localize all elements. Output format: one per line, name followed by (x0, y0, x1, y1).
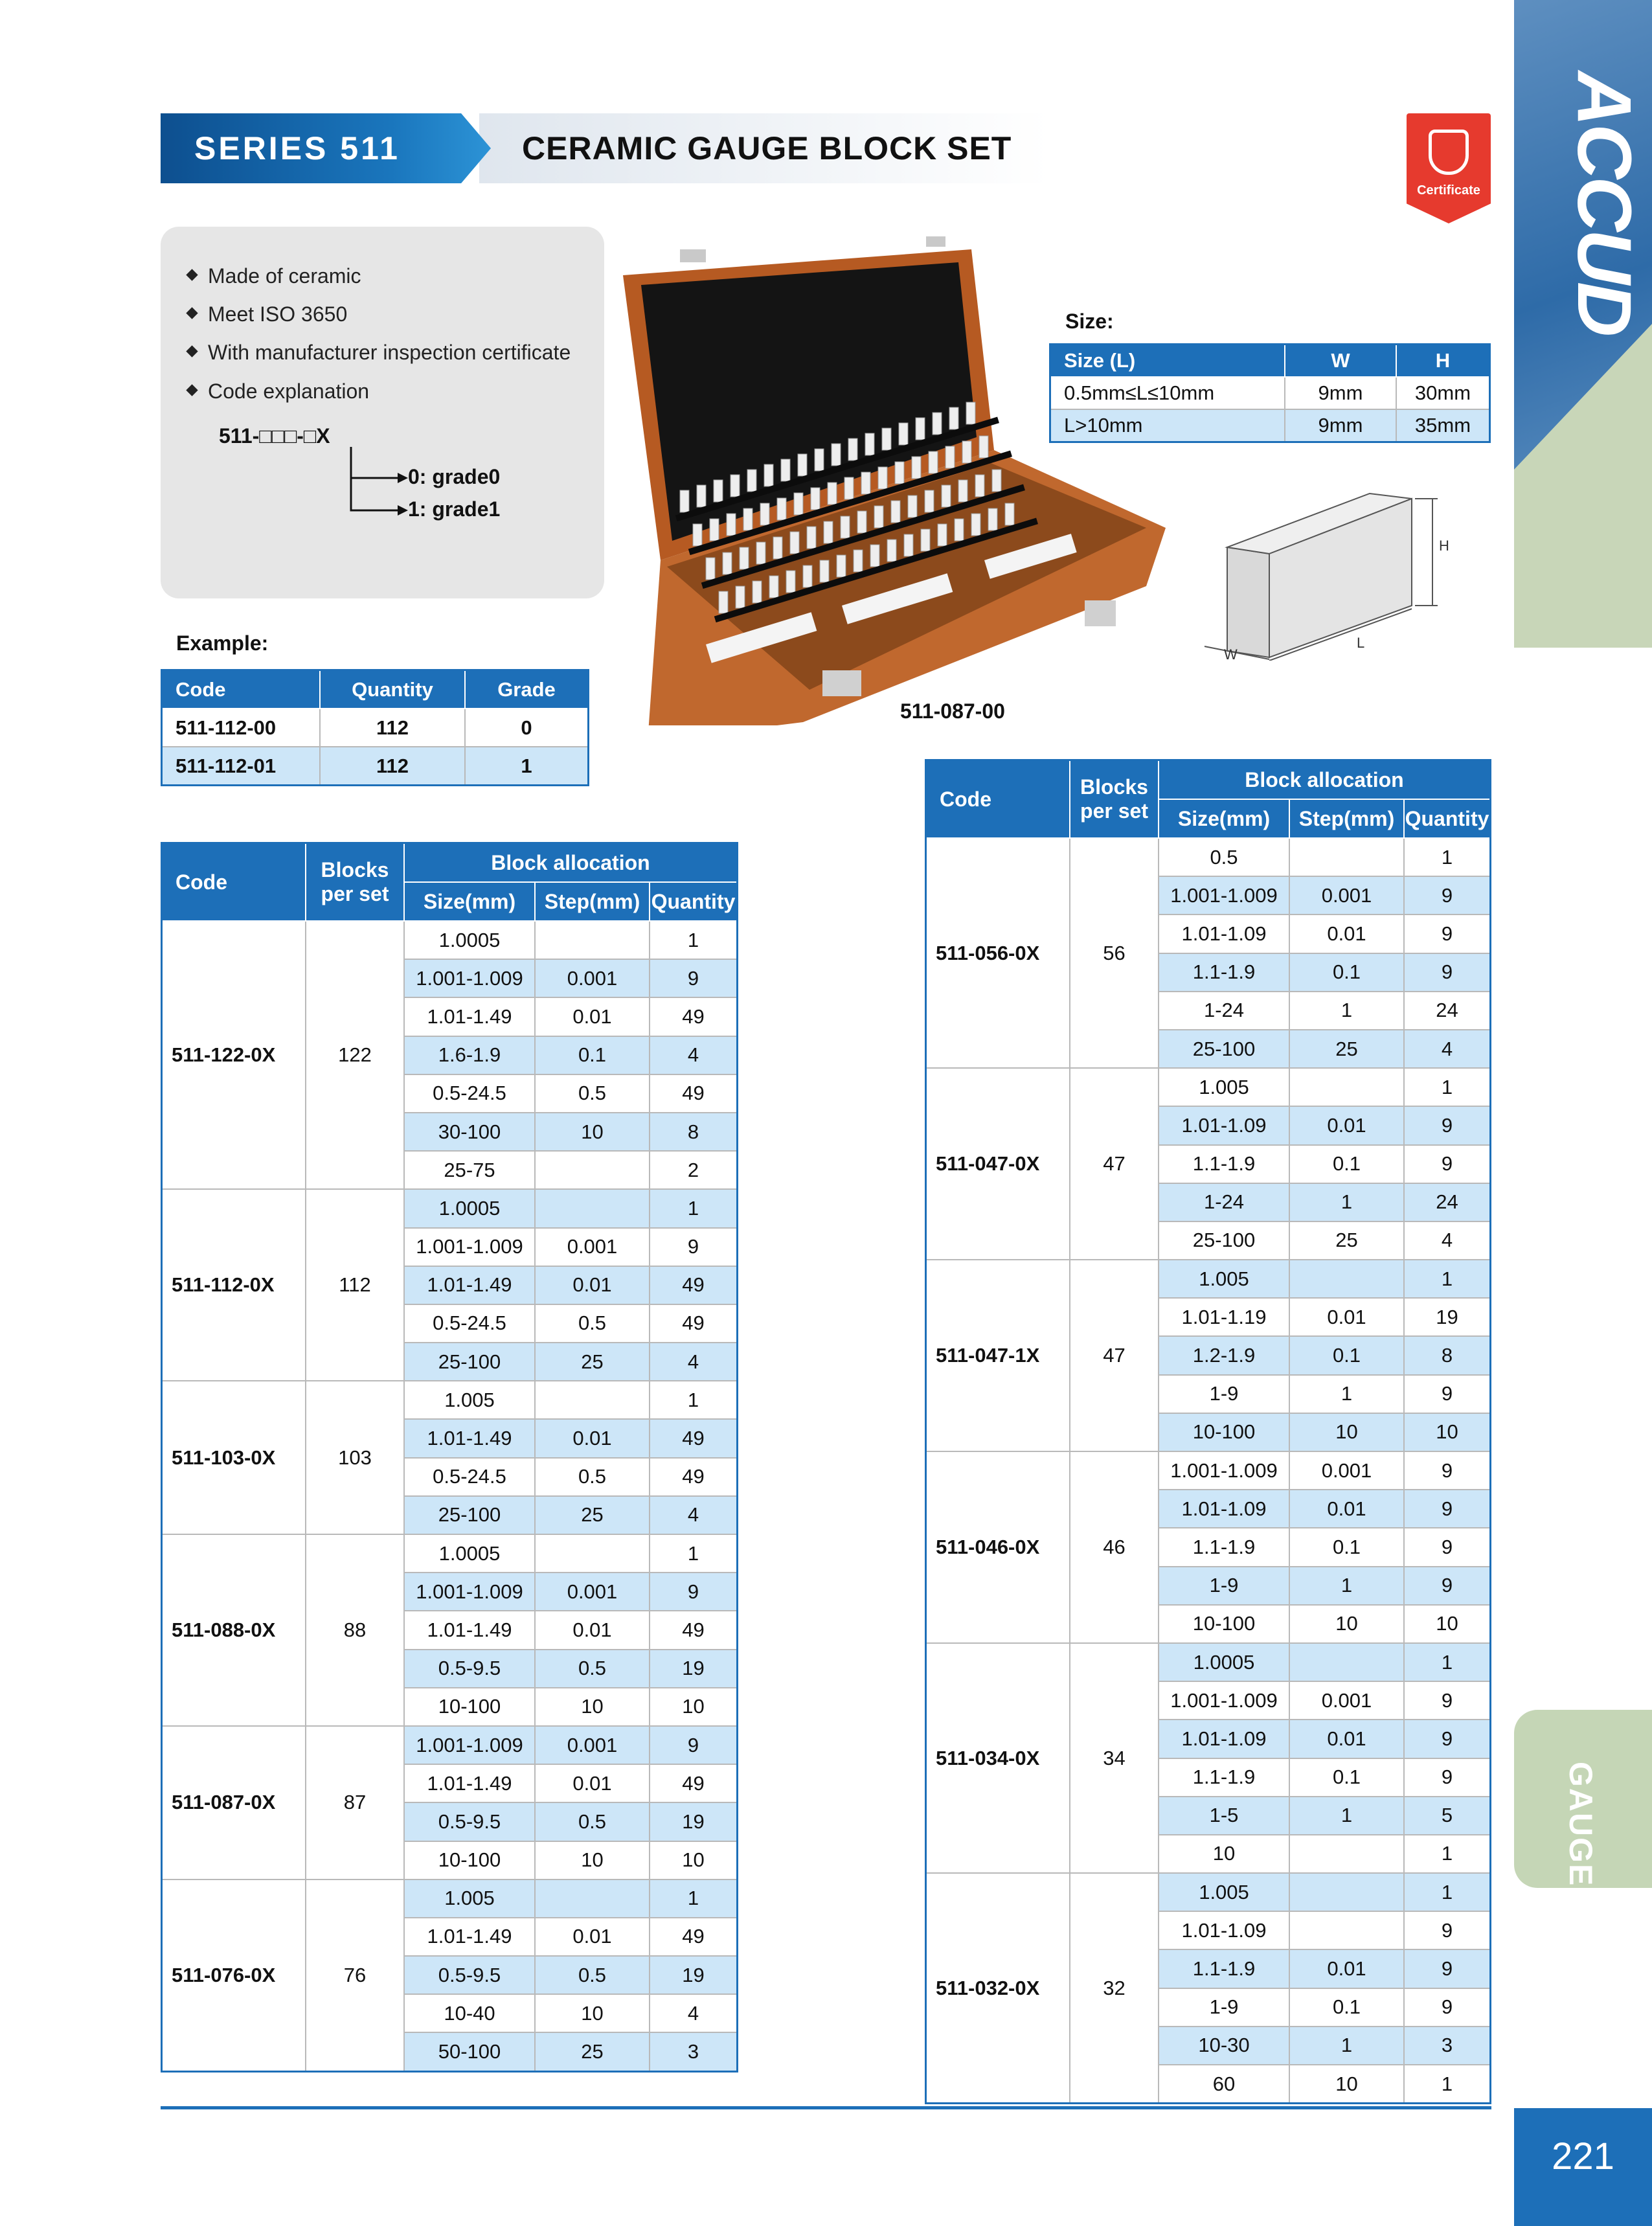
grade0-label: 0: grade0 (408, 465, 501, 488)
size-cell: 9mm (1285, 377, 1396, 409)
allocation-cell: 9 (1404, 953, 1491, 992)
allocation-cell: 3 (1404, 2027, 1491, 2065)
code-arrows-icon (343, 447, 414, 518)
page-number: 221 (1552, 2135, 1614, 2177)
allocation-cell: 0.5 (535, 1304, 650, 1343)
example-cell: 511-112-01 (162, 747, 321, 786)
allocation-cell: 1.1-1.9 (1159, 1528, 1289, 1566)
allocation-cell: 0.5 (535, 1956, 650, 1994)
allocation-cell (1289, 1835, 1404, 1873)
size-label: Size: (1065, 310, 1114, 333)
allocation-cell: 1.001-1.009 (404, 1573, 535, 1611)
allocation-cell: 0.5-9.5 (404, 1650, 535, 1688)
allocation-cell: 1-9 (1159, 1567, 1289, 1605)
allocation-cell: 10 (535, 1113, 650, 1151)
photo-caption: 511-087-00 (900, 699, 1005, 723)
footer-rule (161, 2106, 1491, 2109)
product-photo (622, 223, 1169, 725)
allocation-cell: 0.01 (1289, 1720, 1404, 1758)
allocation-cell: 10-40 (404, 1994, 535, 2032)
table-row (162, 921, 738, 959)
allocation-cell: 49 (650, 1611, 738, 1649)
allocation-cell: 10 (650, 1688, 738, 1726)
certificate-shield-icon (1429, 130, 1469, 175)
example-header-code: Code (162, 670, 321, 709)
allocation-cell: 49 (650, 997, 738, 1036)
allocation-cell: 25-100 (404, 1496, 535, 1534)
allocation-cell: 1 (1404, 1873, 1491, 1911)
allocation-cell: 49 (650, 1419, 738, 1457)
allocation-cell: 5 (1404, 1797, 1491, 1835)
example-cell: 112 (320, 747, 465, 786)
allocation-cell: 4 (650, 1994, 738, 2032)
allocation-cell: 0.1 (1289, 1528, 1404, 1566)
allocation-cell: 9 (1404, 1758, 1491, 1797)
allocation-cell: 9 (1404, 1720, 1491, 1758)
code-pattern: 511-□□□-□X (219, 424, 330, 448)
allocation-cell: 0.1 (1289, 1988, 1404, 2027)
example-cell: 1 (465, 747, 589, 786)
set-blocks: 76 (306, 1880, 404, 2071)
allocation-cell: 9 (1404, 1567, 1491, 1605)
set-blocks: 112 (306, 1189, 404, 1381)
allocation-cell: 1.0005 (1159, 1643, 1289, 1681)
table-row (926, 1643, 1491, 1681)
allocation-cell: 1 (1289, 1183, 1404, 1221)
allocation-cell: 10 (1289, 2065, 1404, 2104)
set-code: 511-087-0X (162, 1726, 306, 1880)
diagram-w-label: W (1224, 646, 1238, 661)
allocation-cell: 9 (650, 1726, 738, 1764)
set-code: 511-056-0X (926, 838, 1070, 1068)
allocation-cell: 10-100 (1159, 1605, 1289, 1643)
allocation-cell: 10-100 (1159, 1413, 1289, 1451)
allocation-cell: 1.005 (1159, 1873, 1289, 1911)
allocation-cell: 0.01 (1289, 1106, 1404, 1144)
set-blocks: 103 (306, 1381, 404, 1534)
table-row (926, 1873, 1491, 1911)
allocation-cell: 10 (1289, 1413, 1404, 1451)
allocation-cell: 1.01-1.49 (404, 1419, 535, 1457)
allocation-cell: 0.1 (1289, 953, 1404, 992)
allocation-cell (1289, 838, 1404, 876)
diagram-l-label: L (1357, 635, 1365, 651)
allocation-cell: 1 (1289, 992, 1404, 1030)
header-quantity: Quantity (1404, 799, 1491, 838)
allocation-cell: 1-5 (1159, 1797, 1289, 1835)
set-code: 511-122-0X (162, 921, 306, 1189)
size-cell: 30mm (1396, 377, 1490, 409)
allocation-cell: 10 (1404, 1413, 1491, 1451)
allocation-cell (535, 1151, 650, 1189)
allocation-cell: 10-100 (404, 1688, 535, 1726)
allocation-cell: 0.5-24.5 (404, 1458, 535, 1496)
table-row (926, 1068, 1491, 1106)
allocation-cell (1289, 1260, 1404, 1298)
allocation-cell: 9 (1404, 1949, 1491, 1988)
allocation-cell: 1.01-1.49 (404, 1918, 535, 1956)
allocation-cell: 1.0005 (404, 1189, 535, 1227)
header-size: Size(mm) (1159, 799, 1289, 838)
example-cell: 0 (465, 709, 589, 747)
allocation-cell: 0.1 (1289, 1758, 1404, 1797)
example-header-quantity: Quantity (320, 670, 465, 709)
allocation-cell: 24 (1404, 1183, 1491, 1221)
allocation-cell: 4 (650, 1496, 738, 1534)
allocation-cell: 0.01 (535, 1419, 650, 1457)
allocation-cell: 1-24 (1159, 992, 1289, 1030)
allocation-cell: 1-9 (1159, 1988, 1289, 2027)
allocation-cell: 1.1-1.9 (1159, 1949, 1289, 1988)
allocation-cell (535, 921, 650, 959)
header-code: Code (926, 760, 1070, 839)
series-label: SERIES 511 (194, 130, 400, 166)
allocation-cell: 1.0005 (404, 1534, 535, 1573)
table-row (162, 1880, 738, 1918)
block-dimension-diagram (1198, 492, 1457, 661)
allocation-cell (1289, 1643, 1404, 1681)
set-blocks: 47 (1070, 1260, 1159, 1451)
allocation-cell (535, 1189, 650, 1227)
allocation-cell: 9 (1404, 1528, 1491, 1566)
allocation-cell: 49 (650, 1764, 738, 1802)
allocation-cell: 0.01 (535, 1764, 650, 1802)
size-cell: L>10mm (1050, 409, 1285, 442)
size-table (1049, 343, 1491, 443)
allocation-cell: 1 (1404, 1835, 1491, 1873)
set-blocks: 122 (306, 921, 404, 1189)
allocation-cell: 1.1-1.9 (1159, 1758, 1289, 1797)
allocation-cell: 49 (650, 1458, 738, 1496)
allocation-cell: 1-24 (1159, 1183, 1289, 1221)
allocation-cell: 1.2-1.9 (1159, 1336, 1289, 1374)
allocation-cell: 0.5-24.5 (404, 1304, 535, 1343)
allocation-cell: 0.001 (535, 959, 650, 997)
allocation-cell: 0.5 (535, 1074, 650, 1113)
set-blocks: 32 (1070, 1873, 1159, 2104)
allocation-cell: 0.01 (535, 997, 650, 1036)
header-blocks: Blocks per set (306, 843, 404, 922)
allocation-cell: 1.01-1.09 (1159, 1490, 1289, 1528)
allocation-cell: 49 (650, 1918, 738, 1956)
allocation-cell: 1.001-1.009 (404, 959, 535, 997)
bullet-icon (186, 307, 198, 319)
allocation-cell: 0.001 (1289, 1451, 1404, 1490)
header-code: Code (162, 843, 306, 922)
allocation-cell: 1 (1404, 1068, 1491, 1106)
set-blocks: 88 (306, 1534, 404, 1726)
allocation-cell: 0.001 (1289, 876, 1404, 914)
set-blocks: 46 (1070, 1451, 1159, 1643)
allocation-cell: 8 (650, 1113, 738, 1151)
set-code: 511-047-0X (926, 1068, 1070, 1260)
allocation-cell: 10 (650, 1841, 738, 1880)
feature-item: With manufacturer inspection certificate (188, 341, 571, 365)
allocation-cell: 8 (1404, 1336, 1491, 1374)
allocation-cell: 0.5 (535, 1802, 650, 1841)
allocation-cell: 0.01 (535, 1611, 650, 1649)
feature-item: Code explanation (188, 380, 369, 403)
allocation-cell: 30-100 (404, 1113, 535, 1151)
allocation-cell: 9 (1404, 1145, 1491, 1183)
block-allocation-table-right (925, 759, 1491, 2104)
allocation-cell: 9 (1404, 1375, 1491, 1413)
allocation-cell: 10 (535, 1994, 650, 2032)
allocation-cell: 10 (1404, 1605, 1491, 1643)
allocation-cell (535, 1880, 650, 1918)
allocation-cell: 1.01-1.49 (404, 1764, 535, 1802)
allocation-cell: 10-30 (1159, 2027, 1289, 2065)
allocation-cell: 10 (535, 1841, 650, 1880)
allocation-cell: 1.0005 (404, 921, 535, 959)
allocation-cell (1289, 1873, 1404, 1911)
allocation-cell: 1 (650, 1534, 738, 1573)
allocation-cell: 49 (650, 1304, 738, 1343)
header-step: Step(mm) (535, 882, 650, 921)
size-header-w: W (1285, 345, 1396, 378)
allocation-cell: 1.005 (1159, 1260, 1289, 1298)
allocation-cell: 25-75 (404, 1151, 535, 1189)
set-code: 511-076-0X (162, 1880, 306, 2071)
allocation-cell: 25-100 (1159, 1221, 1289, 1260)
allocation-cell: 0.01 (1289, 914, 1404, 953)
allocation-cell: 1.001-1.009 (404, 1228, 535, 1266)
allocation-cell: 1.01-1.09 (1159, 914, 1289, 953)
allocation-cell: 9 (1404, 1988, 1491, 2027)
allocation-cell: 1.001-1.009 (1159, 1451, 1289, 1490)
table-row (162, 1381, 738, 1419)
allocation-cell: 10 (1289, 1605, 1404, 1643)
allocation-cell: 0.5-9.5 (404, 1802, 535, 1841)
allocation-cell: 49 (650, 1266, 738, 1304)
allocation-cell: 1 (1404, 1643, 1491, 1681)
allocation-cell: 0.01 (535, 1918, 650, 1956)
allocation-cell: 0.1 (535, 1036, 650, 1074)
size-header-l: Size (L) (1050, 345, 1285, 378)
allocation-cell: 4 (1404, 1030, 1491, 1068)
table-row (926, 1451, 1491, 1490)
table-row (162, 747, 589, 786)
allocation-cell: 2 (650, 1151, 738, 1189)
allocation-cell: 9 (1404, 1451, 1491, 1490)
example-cell: 511-112-00 (162, 709, 321, 747)
allocation-cell: 19 (650, 1650, 738, 1688)
table-row (162, 709, 589, 747)
section-tab-label: GAUGE (1563, 1762, 1599, 1887)
allocation-cell: 1 (650, 1189, 738, 1227)
allocation-cell: 0.5-24.5 (404, 1074, 535, 1113)
allocation-cell: 25 (535, 1496, 650, 1534)
allocation-cell: 19 (1404, 1298, 1491, 1336)
allocation-cell: 25-100 (1159, 1030, 1289, 1068)
allocation-cell: 1.01-1.09 (1159, 1911, 1289, 1949)
size-cell: 35mm (1396, 409, 1490, 442)
table-row (926, 1260, 1491, 1298)
bullet-icon (186, 384, 198, 396)
allocation-cell: 10 (535, 1688, 650, 1726)
example-header-grade: Grade (465, 670, 589, 709)
allocation-cell: 1.01-1.19 (1159, 1298, 1289, 1336)
allocation-cell: 0.1 (1289, 1145, 1404, 1183)
allocation-cell: 1.01-1.49 (404, 1266, 535, 1304)
allocation-cell: 1 (1404, 2065, 1491, 2104)
allocation-cell: 1 (1289, 2027, 1404, 2065)
allocation-cell: 1 (1289, 1797, 1404, 1835)
set-blocks: 56 (1070, 838, 1159, 1068)
allocation-cell: 1 (1289, 1567, 1404, 1605)
set-blocks: 34 (1070, 1643, 1159, 1873)
set-code: 511-047-1X (926, 1260, 1070, 1451)
allocation-cell: 1.01-1.49 (404, 997, 535, 1036)
allocation-cell: 0.001 (535, 1228, 650, 1266)
allocation-cell: 0.1 (1289, 1336, 1404, 1374)
feature-item: Made of ceramic (188, 264, 361, 288)
example-cell: 112 (320, 709, 465, 747)
allocation-cell: 25 (535, 1343, 650, 1381)
table-row (162, 1189, 738, 1227)
allocation-cell: 1.001-1.009 (1159, 876, 1289, 914)
allocation-cell: 10 (1159, 1835, 1289, 1873)
allocation-cell: 1 (650, 1381, 738, 1419)
allocation-cell: 0.01 (1289, 1490, 1404, 1528)
example-label: Example: (176, 631, 269, 655)
allocation-cell: 1.6-1.9 (404, 1036, 535, 1074)
allocation-cell: 3 (650, 2032, 738, 2071)
header-quantity: Quantity (650, 882, 738, 921)
allocation-cell: 4 (650, 1343, 738, 1381)
allocation-cell: 0.5-9.5 (404, 1956, 535, 1994)
set-code: 511-046-0X (926, 1451, 1070, 1643)
allocation-cell: 1 (1404, 838, 1491, 876)
certificate-label: Certificate (1417, 183, 1480, 198)
allocation-cell (535, 1534, 650, 1573)
allocation-cell: 4 (1404, 1221, 1491, 1260)
allocation-cell: 4 (650, 1036, 738, 1074)
allocation-cell: 0.01 (1289, 1949, 1404, 1988)
block-allocation-table-left (161, 842, 738, 2073)
allocation-cell: 0.5 (535, 1458, 650, 1496)
allocation-cell: 9 (1404, 914, 1491, 953)
grade1-label: 1: grade1 (408, 497, 501, 521)
allocation-cell (535, 1381, 650, 1419)
allocation-cell: 0.001 (535, 1573, 650, 1611)
allocation-cell: 1.001-1.009 (404, 1726, 535, 1764)
brand-logo: ACCUD (1561, 71, 1647, 335)
allocation-cell: 9 (1404, 1681, 1491, 1720)
bullet-icon (186, 345, 198, 357)
set-blocks: 87 (306, 1726, 404, 1880)
header-blocks: Blocks per set (1070, 760, 1159, 839)
allocation-cell: 1 (650, 1880, 738, 1918)
page-title: CERAMIC GAUGE BLOCK SET (522, 130, 1012, 166)
allocation-cell: 0.5 (1159, 838, 1289, 876)
allocation-cell: 1.005 (404, 1880, 535, 1918)
allocation-cell: 25 (1289, 1030, 1404, 1068)
set-code: 511-103-0X (162, 1381, 306, 1534)
table-row (162, 1534, 738, 1573)
allocation-cell: 1.01-1.49 (404, 1611, 535, 1649)
allocation-cell: 24 (1404, 992, 1491, 1030)
set-code: 511-088-0X (162, 1534, 306, 1726)
header-size: Size(mm) (404, 882, 535, 921)
allocation-cell: 50-100 (404, 2032, 535, 2071)
allocation-cell: 1.001-1.009 (1159, 1681, 1289, 1720)
allocation-cell: 1.005 (1159, 1068, 1289, 1106)
allocation-cell: 0.001 (1289, 1681, 1404, 1720)
allocation-cell: 1 (650, 921, 738, 959)
allocation-cell: 49 (650, 1074, 738, 1113)
header-allocation: Block allocation (404, 843, 738, 883)
allocation-cell: 25-100 (404, 1343, 535, 1381)
allocation-cell: 19 (650, 1956, 738, 1994)
example-table (161, 669, 589, 786)
header-allocation: Block allocation (1159, 760, 1491, 800)
bullet-icon (186, 269, 198, 280)
allocation-cell: 0.001 (535, 1726, 650, 1764)
allocation-cell: 10-100 (404, 1841, 535, 1880)
allocation-cell: 0.5 (535, 1650, 650, 1688)
allocation-cell: 9 (650, 1228, 738, 1266)
set-code: 511-112-0X (162, 1189, 306, 1381)
allocation-cell: 9 (650, 959, 738, 997)
allocation-cell: 9 (1404, 1911, 1491, 1949)
allocation-cell: 9 (650, 1573, 738, 1611)
allocation-cell: 1-9 (1159, 1375, 1289, 1413)
allocation-cell: 1.1-1.9 (1159, 953, 1289, 992)
feature-item: Meet ISO 3650 (188, 302, 347, 326)
allocation-cell (1289, 1911, 1404, 1949)
allocation-cell: 1.1-1.9 (1159, 1145, 1289, 1183)
allocation-cell: 0.01 (535, 1266, 650, 1304)
size-cell: 9mm (1285, 409, 1396, 442)
allocation-cell: 25 (1289, 1221, 1404, 1260)
allocation-cell: 60 (1159, 2065, 1289, 2104)
allocation-cell: 9 (1404, 1490, 1491, 1528)
allocation-cell: 9 (1404, 1106, 1491, 1144)
diagram-h-label: H (1439, 538, 1449, 554)
allocation-cell (1289, 1068, 1404, 1106)
size-cell: 0.5mm≤L≤10mm (1050, 377, 1285, 409)
table-row (1050, 409, 1490, 442)
table-row (162, 1726, 738, 1764)
allocation-cell: 1.01-1.09 (1159, 1720, 1289, 1758)
allocation-cell: 9 (1404, 876, 1491, 914)
table-row (926, 838, 1491, 876)
size-header-h: H (1396, 345, 1490, 378)
allocation-cell: 1.005 (404, 1381, 535, 1419)
allocation-cell: 19 (650, 1802, 738, 1841)
allocation-cell: 25 (535, 2032, 650, 2071)
header-step: Step(mm) (1289, 799, 1404, 838)
allocation-cell: 1 (1289, 1375, 1404, 1413)
set-code: 511-032-0X (926, 1873, 1070, 2104)
allocation-cell: 1.01-1.09 (1159, 1106, 1289, 1144)
set-blocks: 47 (1070, 1068, 1159, 1260)
set-code: 511-034-0X (926, 1643, 1070, 1873)
table-row (1050, 377, 1490, 409)
allocation-cell: 1 (1404, 1260, 1491, 1298)
allocation-cell: 0.01 (1289, 1298, 1404, 1336)
